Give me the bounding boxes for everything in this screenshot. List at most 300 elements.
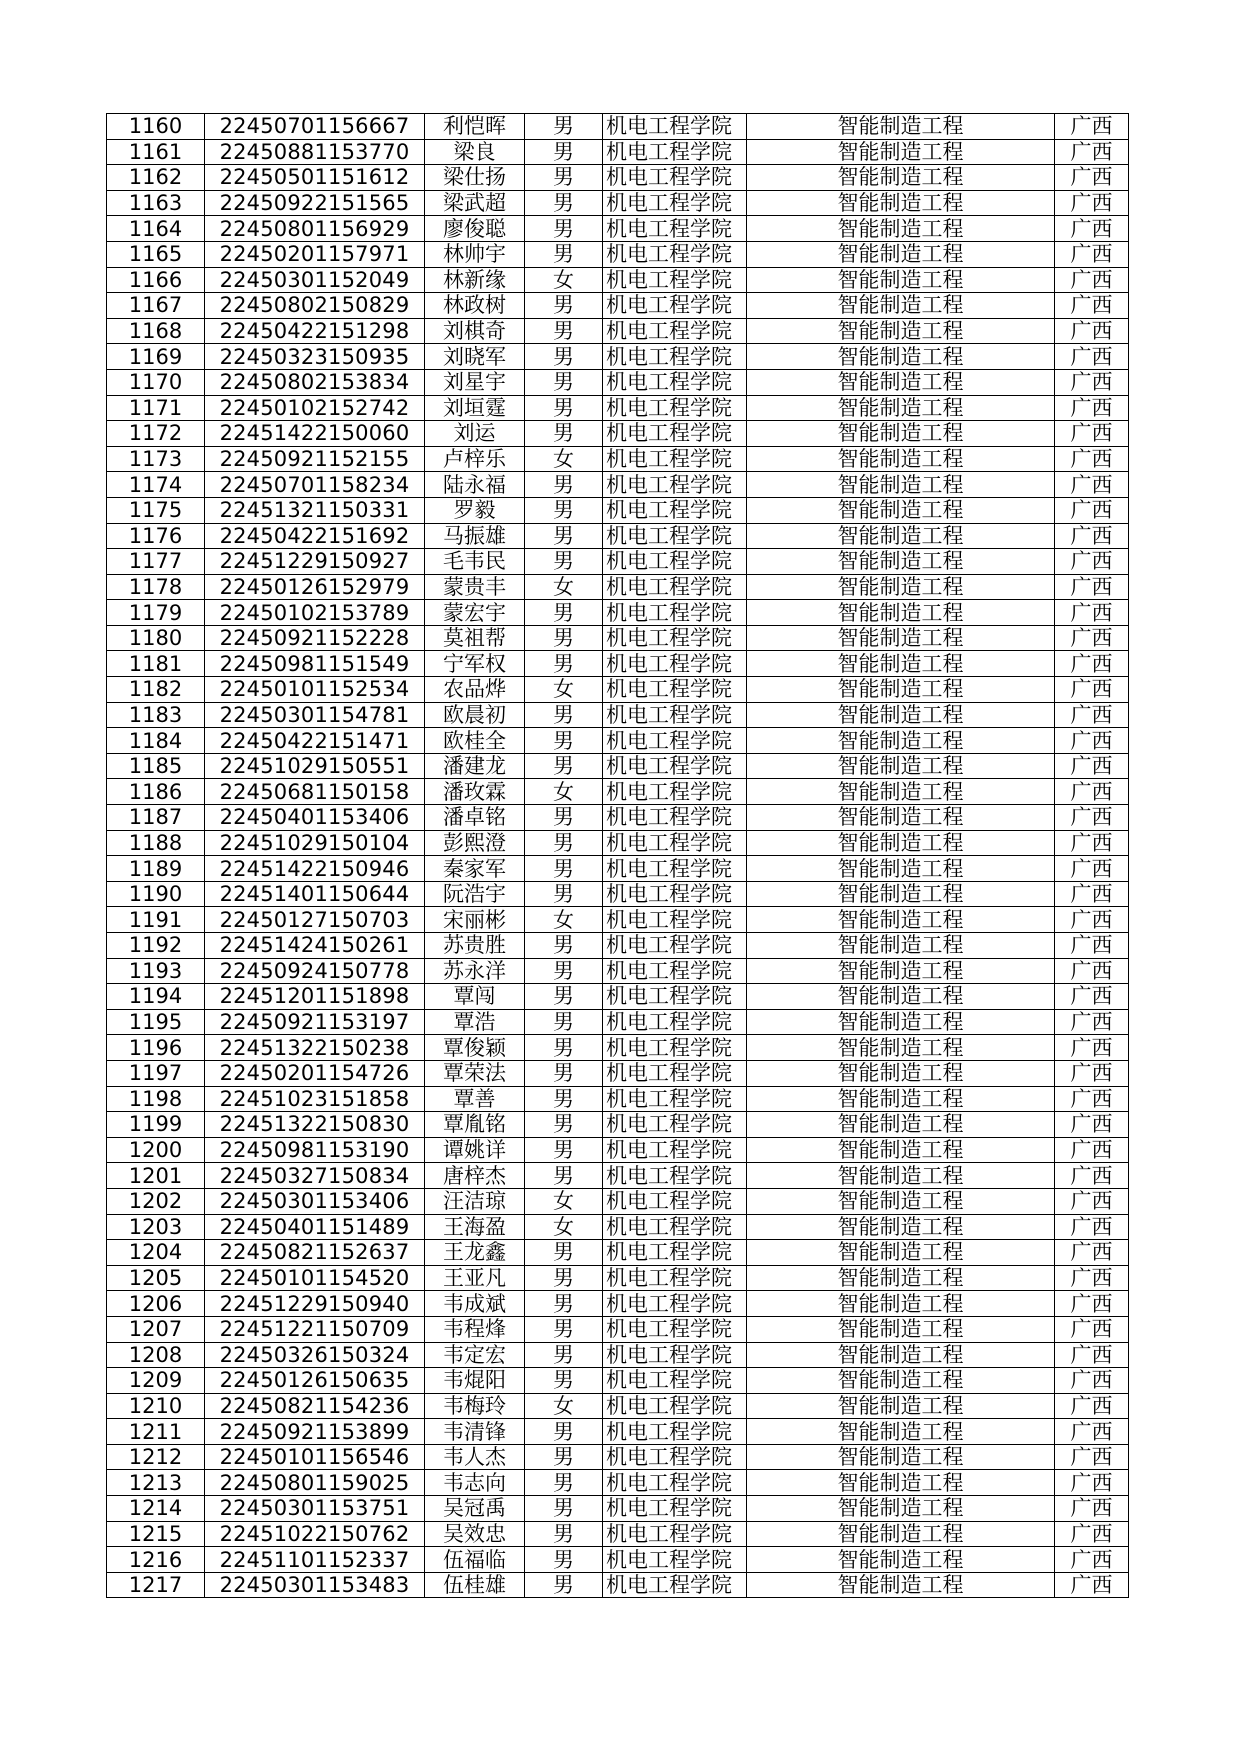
name-cell: 阮浩宇 <box>425 881 525 907</box>
province-cell: 广西 <box>1055 1009 1129 1035</box>
gender-cell: 男 <box>525 549 603 575</box>
student-id-cell: 22450501151612 <box>205 165 425 191</box>
major-cell: 智能制造工程 <box>747 114 1055 140</box>
table-row <box>107 1419 1129 1445</box>
major-cell: 智能制造工程 <box>747 190 1055 216</box>
province-cell: 广西 <box>1055 1291 1129 1317</box>
major-cell: 智能制造工程 <box>747 600 1055 626</box>
student-id-cell: 22450701156667 <box>205 114 425 140</box>
table-row <box>107 881 1129 907</box>
gender-cell: 男 <box>525 190 603 216</box>
name-cell: 廖俊聪 <box>425 216 525 242</box>
name-cell: 马振雄 <box>425 523 525 549</box>
college-cell: 机电工程学院 <box>603 1342 747 1368</box>
province-cell: 广西 <box>1055 369 1129 395</box>
table-row <box>107 114 1129 140</box>
province-cell: 广西 <box>1055 1342 1129 1368</box>
table-row <box>107 1444 1129 1470</box>
student-id-cell: 22451322150830 <box>205 1112 425 1138</box>
province-cell: 广西 <box>1055 114 1129 140</box>
seq-number-cell: 1179 <box>107 600 205 626</box>
gender-cell: 女 <box>525 1214 603 1240</box>
gender-cell: 女 <box>525 907 603 933</box>
province-cell: 广西 <box>1055 421 1129 447</box>
name-cell: 欧晨初 <box>425 702 525 728</box>
gender-cell: 男 <box>525 1086 603 1112</box>
seq-number-cell: 1204 <box>107 1240 205 1266</box>
student-id-cell: 22450101152534 <box>205 677 425 703</box>
table-row <box>107 472 1129 498</box>
gender-cell: 男 <box>525 472 603 498</box>
name-cell: 覃胤铭 <box>425 1112 525 1138</box>
name-cell: 韦焜阳 <box>425 1368 525 1394</box>
college-cell: 机电工程学院 <box>603 600 747 626</box>
table-row <box>107 984 1129 1010</box>
student-id-cell: 22450921153197 <box>205 1009 425 1035</box>
province-cell: 广西 <box>1055 728 1129 754</box>
student-id-cell: 22450301153406 <box>205 1188 425 1214</box>
college-cell: 机电工程学院 <box>603 1496 747 1522</box>
student-id-cell: 22450102152742 <box>205 395 425 421</box>
name-cell: 刘垣霆 <box>425 395 525 421</box>
student-id-cell: 22450801156929 <box>205 216 425 242</box>
major-cell: 智能制造工程 <box>747 1112 1055 1138</box>
table-row <box>107 446 1129 472</box>
province-cell: 广西 <box>1055 830 1129 856</box>
table-row <box>107 395 1129 421</box>
table-row <box>107 1240 1129 1266</box>
seq-number-cell: 1182 <box>107 677 205 703</box>
college-cell: 机电工程学院 <box>603 344 747 370</box>
seq-number-cell: 1211 <box>107 1419 205 1445</box>
gender-cell: 男 <box>525 114 603 140</box>
table-row <box>107 728 1129 754</box>
table-row <box>107 753 1129 779</box>
college-cell: 机电工程学院 <box>603 753 747 779</box>
gender-cell: 男 <box>525 1009 603 1035</box>
student-id-cell: 22451201151898 <box>205 984 425 1010</box>
table-row <box>107 677 1129 703</box>
gender-cell: 男 <box>525 318 603 344</box>
province-cell: 广西 <box>1055 1368 1129 1394</box>
name-cell: 覃荣法 <box>425 1060 525 1086</box>
major-cell: 智能制造工程 <box>747 1291 1055 1317</box>
province-cell: 广西 <box>1055 344 1129 370</box>
table-row <box>107 369 1129 395</box>
province-cell: 广西 <box>1055 574 1129 600</box>
table-row <box>107 1009 1129 1035</box>
seq-number-cell: 1213 <box>107 1470 205 1496</box>
province-cell: 广西 <box>1055 1112 1129 1138</box>
college-cell: 机电工程学院 <box>603 1163 747 1189</box>
name-cell: 蒙贵丰 <box>425 574 525 600</box>
student-id-cell: 22450126150635 <box>205 1368 425 1394</box>
student-id-cell: 22450681150158 <box>205 779 425 805</box>
province-cell: 广西 <box>1055 267 1129 293</box>
province-cell: 广西 <box>1055 241 1129 267</box>
college-cell: 机电工程学院 <box>603 1086 747 1112</box>
name-cell: 潘建龙 <box>425 753 525 779</box>
student-id-cell: 22450327150834 <box>205 1163 425 1189</box>
name-cell: 宁军权 <box>425 651 525 677</box>
table-row <box>107 1521 1129 1547</box>
college-cell: 机电工程学院 <box>603 241 747 267</box>
gender-cell: 男 <box>525 1035 603 1061</box>
name-cell: 刘棋奇 <box>425 318 525 344</box>
student-id-cell: 22450201154726 <box>205 1060 425 1086</box>
seq-number-cell: 1199 <box>107 1112 205 1138</box>
student-id-cell: 22450921152155 <box>205 446 425 472</box>
table-row <box>107 1163 1129 1189</box>
province-cell: 广西 <box>1055 1265 1129 1291</box>
gender-cell: 男 <box>525 421 603 447</box>
gender-cell: 男 <box>525 881 603 907</box>
seq-number-cell: 1186 <box>107 779 205 805</box>
college-cell: 机电工程学院 <box>603 1112 747 1138</box>
province-cell: 广西 <box>1055 216 1129 242</box>
student-id-cell: 22451029150551 <box>205 753 425 779</box>
table-row <box>107 1137 1129 1163</box>
seq-number-cell: 1216 <box>107 1547 205 1573</box>
student-id-cell: 22450924150778 <box>205 958 425 984</box>
gender-cell: 男 <box>525 984 603 1010</box>
name-cell: 刘星宇 <box>425 369 525 395</box>
seq-number-cell: 1162 <box>107 165 205 191</box>
name-cell: 王龙鑫 <box>425 1240 525 1266</box>
province-cell: 广西 <box>1055 165 1129 191</box>
college-cell: 机电工程学院 <box>603 1393 747 1419</box>
major-cell: 智能制造工程 <box>747 139 1055 165</box>
province-cell: 广西 <box>1055 446 1129 472</box>
name-cell: 苏永洋 <box>425 958 525 984</box>
gender-cell: 男 <box>525 1112 603 1138</box>
college-cell: 机电工程学院 <box>603 702 747 728</box>
seq-number-cell: 1197 <box>107 1060 205 1086</box>
student-id-cell: 22450921153899 <box>205 1419 425 1445</box>
province-cell: 广西 <box>1055 1496 1129 1522</box>
college-cell: 机电工程学院 <box>603 625 747 651</box>
seq-number-cell: 1203 <box>107 1214 205 1240</box>
table-row <box>107 1086 1129 1112</box>
college-cell: 机电工程学院 <box>603 1060 747 1086</box>
major-cell: 智能制造工程 <box>747 1572 1055 1598</box>
major-cell: 智能制造工程 <box>747 395 1055 421</box>
gender-cell: 男 <box>525 933 603 959</box>
student-id-cell: 22450802153834 <box>205 369 425 395</box>
province-cell: 广西 <box>1055 625 1129 651</box>
seq-number-cell: 1165 <box>107 241 205 267</box>
student-id-cell: 22450301152049 <box>205 267 425 293</box>
major-cell: 智能制造工程 <box>747 1163 1055 1189</box>
student-id-cell: 22450323150935 <box>205 344 425 370</box>
province-cell: 广西 <box>1055 881 1129 907</box>
province-cell: 广西 <box>1055 1163 1129 1189</box>
college-cell: 机电工程学院 <box>603 907 747 933</box>
major-cell: 智能制造工程 <box>747 497 1055 523</box>
gender-cell: 男 <box>525 1060 603 1086</box>
name-cell: 农品烨 <box>425 677 525 703</box>
student-id-cell: 22450127150703 <box>205 907 425 933</box>
major-cell: 智能制造工程 <box>747 677 1055 703</box>
college-cell: 机电工程学院 <box>603 574 747 600</box>
name-cell: 覃浩 <box>425 1009 525 1035</box>
gender-cell: 女 <box>525 1188 603 1214</box>
college-cell: 机电工程学院 <box>603 958 747 984</box>
province-cell: 广西 <box>1055 805 1129 831</box>
college-cell: 机电工程学院 <box>603 1188 747 1214</box>
student-id-cell: 22450401151489 <box>205 1214 425 1240</box>
table-row <box>107 421 1129 447</box>
name-cell: 刘运 <box>425 421 525 447</box>
seq-number-cell: 1193 <box>107 958 205 984</box>
table-row <box>107 549 1129 575</box>
gender-cell: 男 <box>525 958 603 984</box>
table-row <box>107 702 1129 728</box>
student-id-cell: 22450802150829 <box>205 293 425 319</box>
name-cell: 梁武超 <box>425 190 525 216</box>
major-cell: 智能制造工程 <box>747 933 1055 959</box>
table-row <box>107 933 1129 959</box>
seq-number-cell: 1198 <box>107 1086 205 1112</box>
table-row <box>107 805 1129 831</box>
major-cell: 智能制造工程 <box>747 472 1055 498</box>
name-cell: 潘玫霖 <box>425 779 525 805</box>
name-cell: 韦程烽 <box>425 1316 525 1342</box>
name-cell: 梁仕扬 <box>425 165 525 191</box>
table-body <box>107 114 1129 1598</box>
college-cell: 机电工程学院 <box>603 395 747 421</box>
province-cell: 广西 <box>1055 318 1129 344</box>
gender-cell: 男 <box>525 497 603 523</box>
student-id-cell: 22450801159025 <box>205 1470 425 1496</box>
name-cell: 梁良 <box>425 139 525 165</box>
student-id-cell: 22451101152337 <box>205 1547 425 1573</box>
seq-number-cell: 1212 <box>107 1444 205 1470</box>
province-cell: 广西 <box>1055 190 1129 216</box>
name-cell: 林新缘 <box>425 267 525 293</box>
major-cell: 智能制造工程 <box>747 625 1055 651</box>
college-cell: 机电工程学院 <box>603 881 747 907</box>
seq-number-cell: 1174 <box>107 472 205 498</box>
gender-cell: 男 <box>525 830 603 856</box>
province-cell: 广西 <box>1055 497 1129 523</box>
name-cell: 覃善 <box>425 1086 525 1112</box>
province-cell: 广西 <box>1055 933 1129 959</box>
province-cell: 广西 <box>1055 779 1129 805</box>
province-cell: 广西 <box>1055 472 1129 498</box>
seq-number-cell: 1208 <box>107 1342 205 1368</box>
major-cell: 智能制造工程 <box>747 1496 1055 1522</box>
table-row <box>107 625 1129 651</box>
gender-cell: 男 <box>525 1547 603 1573</box>
gender-cell: 男 <box>525 728 603 754</box>
seq-number-cell: 1171 <box>107 395 205 421</box>
gender-cell: 男 <box>525 1444 603 1470</box>
seq-number-cell: 1164 <box>107 216 205 242</box>
province-cell: 广西 <box>1055 1572 1129 1598</box>
college-cell: 机电工程学院 <box>603 114 747 140</box>
gender-cell: 男 <box>525 1316 603 1342</box>
student-id-cell: 22450981151549 <box>205 651 425 677</box>
table-row <box>107 1291 1129 1317</box>
name-cell: 蒙宏宇 <box>425 600 525 626</box>
college-cell: 机电工程学院 <box>603 805 747 831</box>
name-cell: 陆永福 <box>425 472 525 498</box>
gender-cell: 男 <box>525 1368 603 1394</box>
gender-cell: 男 <box>525 1521 603 1547</box>
major-cell: 智能制造工程 <box>747 1086 1055 1112</box>
major-cell: 智能制造工程 <box>747 830 1055 856</box>
major-cell: 智能制造工程 <box>747 421 1055 447</box>
province-cell: 广西 <box>1055 1137 1129 1163</box>
college-cell: 机电工程学院 <box>603 318 747 344</box>
table-row <box>107 139 1129 165</box>
major-cell: 智能制造工程 <box>747 318 1055 344</box>
seq-number-cell: 1210 <box>107 1393 205 1419</box>
student-id-cell: 22451023151858 <box>205 1086 425 1112</box>
gender-cell: 男 <box>525 139 603 165</box>
gender-cell: 女 <box>525 677 603 703</box>
seq-number-cell: 1185 <box>107 753 205 779</box>
major-cell: 智能制造工程 <box>747 1521 1055 1547</box>
major-cell: 智能制造工程 <box>747 1188 1055 1214</box>
seq-number-cell: 1192 <box>107 933 205 959</box>
seq-number-cell: 1163 <box>107 190 205 216</box>
seq-number-cell: 1168 <box>107 318 205 344</box>
student-id-cell: 22451422150946 <box>205 856 425 882</box>
table-row <box>107 190 1129 216</box>
college-cell: 机电工程学院 <box>603 139 747 165</box>
name-cell: 伍福临 <box>425 1547 525 1573</box>
student-id-cell: 22450301153483 <box>205 1572 425 1598</box>
name-cell: 毛韦民 <box>425 549 525 575</box>
name-cell: 彭熙澄 <box>425 830 525 856</box>
province-cell: 广西 <box>1055 651 1129 677</box>
seq-number-cell: 1167 <box>107 293 205 319</box>
major-cell: 智能制造工程 <box>747 702 1055 728</box>
table-row <box>107 907 1129 933</box>
seq-number-cell: 1196 <box>107 1035 205 1061</box>
college-cell: 机电工程学院 <box>603 472 747 498</box>
table-row <box>107 1188 1129 1214</box>
student-id-cell: 22450301153751 <box>205 1496 425 1522</box>
student-id-cell: 22451221150709 <box>205 1316 425 1342</box>
major-cell: 智能制造工程 <box>747 728 1055 754</box>
major-cell: 智能制造工程 <box>747 574 1055 600</box>
college-cell: 机电工程学院 <box>603 190 747 216</box>
major-cell: 智能制造工程 <box>747 958 1055 984</box>
table-row <box>107 1112 1129 1138</box>
college-cell: 机电工程学院 <box>603 984 747 1010</box>
table-row <box>107 1572 1129 1598</box>
student-id-cell: 22450821152637 <box>205 1240 425 1266</box>
name-cell: 汪洁琼 <box>425 1188 525 1214</box>
student-id-cell: 22450301154781 <box>205 702 425 728</box>
college-cell: 机电工程学院 <box>603 1419 747 1445</box>
seq-number-cell: 1169 <box>107 344 205 370</box>
major-cell: 智能制造工程 <box>747 753 1055 779</box>
seq-number-cell: 1173 <box>107 446 205 472</box>
table-row <box>107 1470 1129 1496</box>
gender-cell: 男 <box>525 523 603 549</box>
gender-cell: 男 <box>525 856 603 882</box>
major-cell: 智能制造工程 <box>747 881 1055 907</box>
college-cell: 机电工程学院 <box>603 421 747 447</box>
gender-cell: 女 <box>525 1393 603 1419</box>
name-cell: 唐梓杰 <box>425 1163 525 1189</box>
seq-number-cell: 1178 <box>107 574 205 600</box>
college-cell: 机电工程学院 <box>603 1521 747 1547</box>
table-row <box>107 267 1129 293</box>
college-cell: 机电工程学院 <box>603 1291 747 1317</box>
table-row <box>107 1060 1129 1086</box>
seq-number-cell: 1189 <box>107 856 205 882</box>
province-cell: 广西 <box>1055 1444 1129 1470</box>
gender-cell: 男 <box>525 369 603 395</box>
college-cell: 机电工程学院 <box>603 1265 747 1291</box>
major-cell: 智能制造工程 <box>747 1342 1055 1368</box>
major-cell: 智能制造工程 <box>747 267 1055 293</box>
college-cell: 机电工程学院 <box>603 446 747 472</box>
province-cell: 广西 <box>1055 984 1129 1010</box>
province-cell: 广西 <box>1055 1060 1129 1086</box>
seq-number-cell: 1180 <box>107 625 205 651</box>
student-id-cell: 22450101156546 <box>205 1444 425 1470</box>
student-id-cell: 22451229150940 <box>205 1291 425 1317</box>
table-row <box>107 241 1129 267</box>
college-cell: 机电工程学院 <box>603 728 747 754</box>
province-cell: 广西 <box>1055 1547 1129 1573</box>
table-row <box>107 1265 1129 1291</box>
province-cell: 广西 <box>1055 600 1129 626</box>
name-cell: 韦定宏 <box>425 1342 525 1368</box>
name-cell: 王海盈 <box>425 1214 525 1240</box>
name-cell: 韦志向 <box>425 1470 525 1496</box>
seq-number-cell: 1166 <box>107 267 205 293</box>
major-cell: 智能制造工程 <box>747 651 1055 677</box>
college-cell: 机电工程学院 <box>603 369 747 395</box>
seq-number-cell: 1177 <box>107 549 205 575</box>
gender-cell: 男 <box>525 165 603 191</box>
province-cell: 广西 <box>1055 1316 1129 1342</box>
seq-number-cell: 1187 <box>107 805 205 831</box>
name-cell: 林帅宇 <box>425 241 525 267</box>
gender-cell: 男 <box>525 216 603 242</box>
province-cell: 广西 <box>1055 1470 1129 1496</box>
college-cell: 机电工程学院 <box>603 1214 747 1240</box>
college-cell: 机电工程学院 <box>603 1547 747 1573</box>
seq-number-cell: 1195 <box>107 1009 205 1035</box>
major-cell: 智能制造工程 <box>747 1137 1055 1163</box>
table-row <box>107 1496 1129 1522</box>
student-id-cell: 22451321150331 <box>205 497 425 523</box>
college-cell: 机电工程学院 <box>603 165 747 191</box>
table-row <box>107 293 1129 319</box>
gender-cell: 男 <box>525 702 603 728</box>
name-cell: 莫祖帮 <box>425 625 525 651</box>
major-cell: 智能制造工程 <box>747 984 1055 1010</box>
student-id-cell: 22451322150238 <box>205 1035 425 1061</box>
major-cell: 智能制造工程 <box>747 856 1055 882</box>
name-cell: 秦家军 <box>425 856 525 882</box>
province-cell: 广西 <box>1055 1188 1129 1214</box>
province-cell: 广西 <box>1055 1086 1129 1112</box>
student-id-cell: 22450821154236 <box>205 1393 425 1419</box>
table-row <box>107 523 1129 549</box>
province-cell: 广西 <box>1055 293 1129 319</box>
major-cell: 智能制造工程 <box>747 805 1055 831</box>
seq-number-cell: 1161 <box>107 139 205 165</box>
